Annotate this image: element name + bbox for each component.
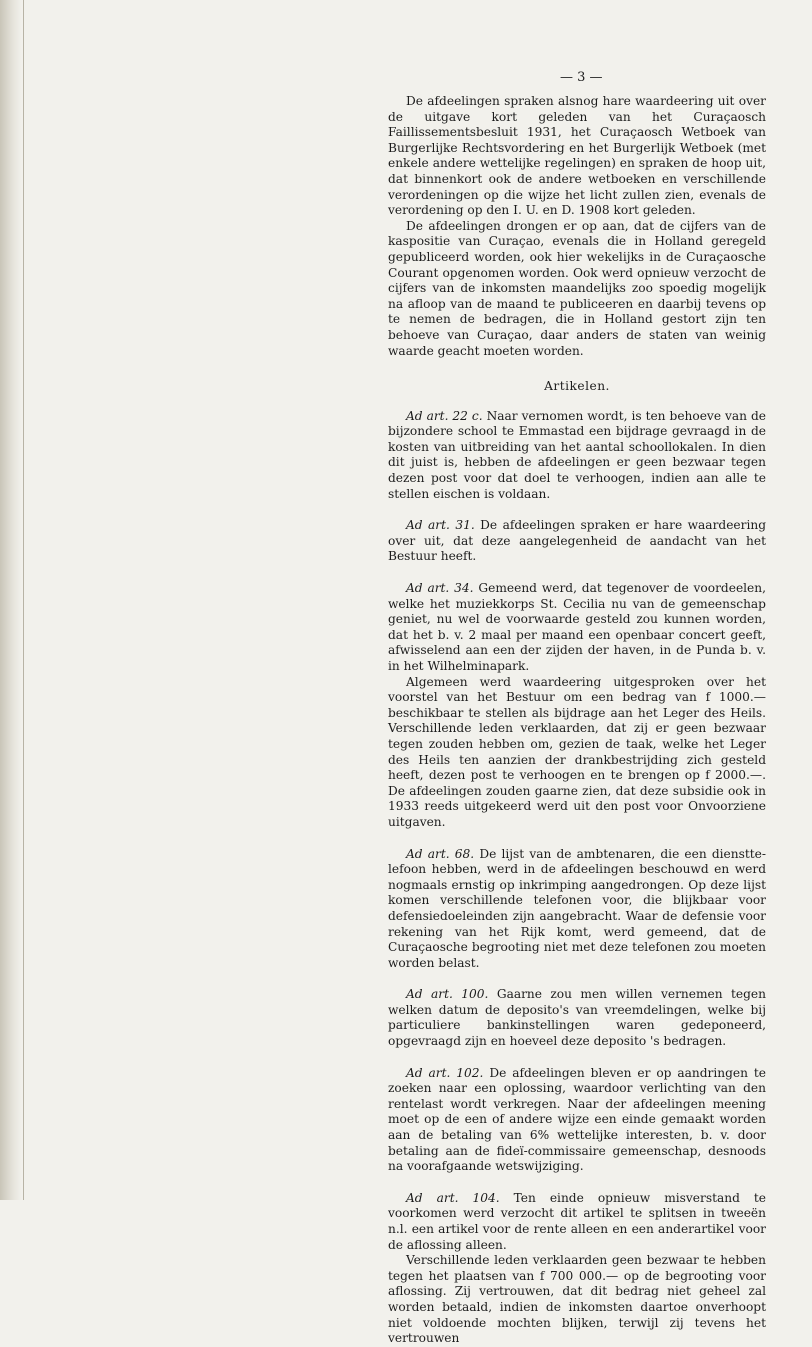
article-paragraph <box>388 847 766 972</box>
document-body <box>388 94 766 1347</box>
article-text: De lijst van de ambtenaren, die een dienstte-lefoon hebben, werd in de afdeelingen beschouwd en werd nogmaals ernstig op inkrimping aangedrongen. Op deze lijst komen verschillende telefonen voor, die blijkbaar voor defensiedoeleinden zijn aangebracht. Waar de defensie voor rekening van het Rijk komt, werd gemeend, dat de Curaçaosche begrooting niet met deze telefonen zou moeten worden belast. <box>388 846 766 970</box>
intro-paragraph-2: De afdeelingen drongen er op aan, dat de cijfers van de kaspositie van Curaçao, evenals die in Holland geregeld gepubliceerd worden, ook hier wekelijks in de Curaçaosche Courant opgenomen worden. Ook werd opnieuw verzocht de cijfers van de inkomsten maandelijks zoo spoedig mogelijk na afloop van de maand te publiceeren en daarbij tevens op te nemen de bedragen, die in Holland gestort zijn ten behoeve van Curaçao, daar anders de staten van weinig waarde geacht moeten worden. <box>388 218 766 358</box>
scan-edge-line <box>23 0 24 1200</box>
article-text: Gaarne zou men willen vernemen tegen welken datum de deposito's van vreemdelingen, welke bij particuliere bankinstellingen waren gedeponeerd, opgevraagd zijn en hoeveel deze deposito 's bedragen. <box>388 987 766 1049</box>
article-ref: Ad art. 100. <box>406 987 489 1002</box>
article-text: Naar vernomen wordt, is ten behoeve van de bijzondere school te Emmastad een bijdrage gevraagd in de kosten van uitbreiding van het aantal schoollokalen. In dien dit juist is, hebben de afdeelingen er geen bezwaar tegen dezen post voor dat doel te verhoogen, indien aan alle te stellen eischen is voldaan. <box>388 408 766 501</box>
article-text: Ten einde opnieuw misverstand te voorkomen werd verzocht dit artikel te splitsen in tweeën n.l. een artikel voor de rente alleen en een anderartikel voor de aflossing alleen. <box>388 1190 767 1252</box>
article-ref: Ad art. 102. <box>406 1065 484 1080</box>
page-number: — 3 — <box>560 70 603 85</box>
article-paragraph <box>388 409 766 503</box>
article-paragraph-continued <box>388 675 766 831</box>
article-text: Gemeend werd, dat tegenover de voordeelen, welke het muziekkorps St. Cecilia nu van de gemeenschap geniet, nu wel de voorwaarde gesteld zou kunnen worden, dat het b. v. 2 maal per maand een openbaar concert geeft, afwisselend aan een der zijden der haven, in de Punda b. v. in het Wilhelminapark. <box>388 581 766 673</box>
section-heading: Artikelen. <box>544 379 610 394</box>
article-text: De afdeelingen bleven er op aandringen te zoeken naar een oplossing, waardoor verlichting van den rentelast wordt verkregen. Naar der afdeelingen meening moet op de een of andere wijze een einde gemaakt worden aan de betaling van 6% wettelijke interesten, b. v. door betaling aan de fideï-commissaire gemeenschap, desnoods na voorafgaande wetswijziging. <box>388 1065 767 1174</box>
article-paragraph <box>388 1066 766 1175</box>
article-paragraph <box>388 518 766 565</box>
article-text: De afdeelingen spraken er hare waardeering over uit, dat deze aangelegenheid de aandacht van het Bestuur heeft. <box>388 518 766 564</box>
article-ref: Ad art. 34. <box>406 581 474 596</box>
article-paragraph <box>388 987 766 1049</box>
article-paragraph <box>388 581 766 675</box>
article-ref: Ad art. 31. <box>406 518 475 533</box>
scan-left-edge <box>0 0 22 1200</box>
article-paragraph <box>388 1191 766 1253</box>
article-text: Algemeen werd waardeering uitgesproken over het voorstel van het Bestuur om een bedrag van f 1000.— beschikbaar te stellen als bijdrage aan het Leger des Heils. Verschillende leden verklaarden, dat zij er geen bezwaar tegen zouden hebben om, gezien de taak, welke het Leger des Heils ten aanzien der drankbestrijding zich gesteld heeft, dezen post te verhoogen en te brengen op f 2000.—. De afdeelingen zouden gaarne zien, dat deze subsidie ook in 1933 reeds uitgekeerd werd uit den post voor Onvoorziene uitgaven. <box>388 674 766 829</box>
article-ref: Ad art. 104. <box>406 1190 500 1205</box>
article-paragraph-continued <box>388 1253 766 1347</box>
article-text: Verschillende leden verklaarden geen bezwaar te hebben tegen het plaatsen van f 700 000.— op de begrooting voor aflossing. Zij vertrouwen, dat dit bedrag niet geheel zal worden betaald, indien de inkomsten daartoe onverhoopt niet voldoende mochten blijken, terwijl zij tevens het vertrouwen <box>388 1253 766 1346</box>
article-ref: Ad art. 22 c. <box>406 408 483 423</box>
intro-paragraph-1: De afdeelingen spraken alsnog hare waardeering uit over de uitgave kort geleden van het Curaçaosch Faillissementsbesluit 1931, het Curaçaosch Wetboek van Burgerlijke Rechtsvordering en het Burgerlijk Wetboek (met enkele andere wettelijke regelingen) en spraken de hoop uit, dat binnenkort ook de andere wetboeken en verschillende verordeningen op die wijze het licht zullen zien, evenals de verordening op den I. U. en D. 1908 kort geleden. <box>388 94 766 218</box>
article-ref: Ad art. 68. <box>406 846 475 861</box>
